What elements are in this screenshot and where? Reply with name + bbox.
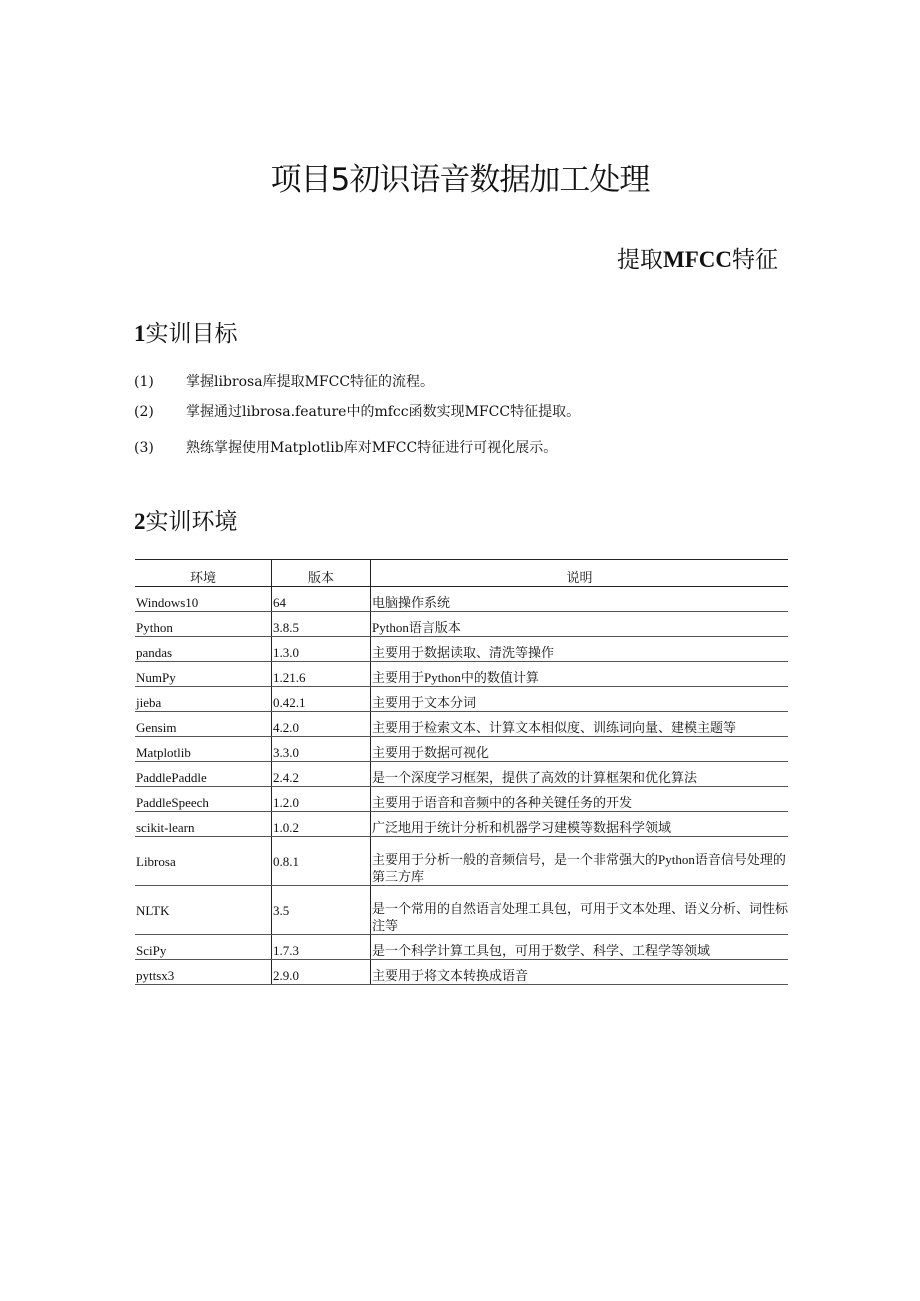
objective-item bbox=[134, 372, 794, 392]
header-environment: 环境 bbox=[135, 560, 272, 587]
cell-version: 1.0.2 bbox=[272, 812, 371, 837]
section-label: 实训目标 bbox=[145, 321, 238, 347]
objective-text: 掌握通过librosa.feature中的mfcc函数实现MFCC特征提取。 bbox=[186, 404, 581, 420]
cell-environment: SciPy bbox=[135, 935, 272, 960]
section-heading-objectives bbox=[134, 315, 238, 348]
cell-version: 2.9.0 bbox=[272, 960, 371, 985]
cell-version: 3.8.5 bbox=[272, 612, 371, 637]
cell-description: 是一个科学计算工具包，可用于数学、科学、工程学等领域 bbox=[371, 935, 789, 960]
section-number: 1 bbox=[134, 321, 146, 346]
table-row bbox=[135, 737, 788, 762]
objectives-list bbox=[134, 372, 794, 458]
cell-environment: jieba bbox=[135, 687, 272, 712]
table-row bbox=[135, 787, 788, 812]
cell-description: Python语言版本 bbox=[371, 612, 789, 637]
cell-environment: PaddlePaddle bbox=[135, 762, 272, 787]
table-header-row bbox=[135, 560, 788, 587]
table-row bbox=[135, 587, 788, 612]
cell-version: 0.42.1 bbox=[272, 687, 371, 712]
table-row bbox=[135, 837, 788, 886]
table-row bbox=[135, 935, 788, 960]
cell-environment: pandas bbox=[135, 637, 272, 662]
section-number: 2 bbox=[134, 509, 146, 534]
subtitle bbox=[617, 241, 778, 274]
cell-description: 主要用于将文本转换成语音 bbox=[371, 960, 789, 985]
page-title: 项目5初识语音数据加工处理 bbox=[270, 162, 650, 198]
cell-description: 主要用于文本分词 bbox=[371, 687, 789, 712]
cell-environment: PaddleSpeech bbox=[135, 787, 272, 812]
cell-version: 4.2.0 bbox=[272, 712, 371, 737]
objective-index: (3) bbox=[134, 440, 154, 456]
table-row bbox=[135, 612, 788, 637]
cell-environment: Librosa bbox=[135, 837, 272, 886]
table-row bbox=[135, 637, 788, 662]
table-row bbox=[135, 960, 788, 985]
subtitle-suffix: 特征 bbox=[732, 247, 778, 273]
table-row bbox=[135, 762, 788, 787]
cell-description: 主要用于检索文本、计算文本相似度、训练词向量、建模主题等 bbox=[371, 712, 789, 737]
cell-environment: Matplotlib bbox=[135, 737, 272, 762]
cell-description: 主要用于分析一般的音频信号，是一个非常强大的Python语音信号处理的第三方库 bbox=[371, 837, 789, 886]
cell-description: 主要用于数据可视化 bbox=[371, 737, 789, 762]
cell-version: 1.7.3 bbox=[272, 935, 371, 960]
table-row bbox=[135, 662, 788, 687]
cell-version: 3.3.0 bbox=[272, 737, 371, 762]
cell-version: 3.5 bbox=[272, 886, 371, 935]
table-row bbox=[135, 886, 788, 935]
table-row bbox=[135, 687, 788, 712]
objective-index: (1) bbox=[134, 374, 154, 390]
cell-environment: Windows10 bbox=[135, 587, 272, 612]
cell-version: 0.8.1 bbox=[272, 837, 371, 886]
subtitle-prefix: 提取 bbox=[617, 247, 664, 273]
objective-item bbox=[134, 438, 794, 458]
cell-version: 1.21.6 bbox=[272, 662, 371, 687]
cell-environment: NLTK bbox=[135, 886, 272, 935]
cell-version: 64 bbox=[272, 587, 371, 612]
header-version: 版本 bbox=[272, 560, 371, 587]
cell-environment: pyttsx3 bbox=[135, 960, 272, 985]
cell-environment: NumPy bbox=[135, 662, 272, 687]
table-row bbox=[135, 712, 788, 737]
cell-description: 主要用于语音和音频中的各种关键任务的开发 bbox=[371, 787, 789, 812]
environment-table bbox=[135, 559, 788, 985]
objective-text: 掌握librosa库提取MFCC特征的流程。 bbox=[186, 374, 435, 390]
cell-description: 主要用于Python中的数值计算 bbox=[371, 662, 789, 687]
cell-environment: Python bbox=[135, 612, 272, 637]
cell-description: 是一个深度学习框架，提供了高效的计算框架和优化算法 bbox=[371, 762, 789, 787]
subtitle-bold: MFCC bbox=[663, 247, 732, 272]
objective-item bbox=[134, 402, 794, 422]
cell-description: 主要用于数据读取、清洗等操作 bbox=[371, 637, 789, 662]
header-description: 说明 bbox=[371, 560, 789, 587]
objective-text: 熟练掌握使用Matplotlib库对MFCC特征进行可视化展示。 bbox=[186, 440, 558, 456]
cell-description: 广泛地用于统计分析和机器学习建模等数据科学领域 bbox=[371, 812, 789, 837]
table-row bbox=[135, 812, 788, 837]
cell-description: 电脑操作系统 bbox=[371, 587, 789, 612]
cell-description: 是一个常用的自然语言处理工具包，可用于文本处理、语义分析、词性标注等 bbox=[371, 886, 789, 935]
cell-environment: Gensim bbox=[135, 712, 272, 737]
cell-version: 1.3.0 bbox=[272, 637, 371, 662]
cell-version: 1.2.0 bbox=[272, 787, 371, 812]
objective-index: (2) bbox=[134, 404, 154, 420]
section-heading-environment bbox=[134, 503, 238, 536]
cell-version: 2.4.2 bbox=[272, 762, 371, 787]
section-label: 实训环境 bbox=[145, 509, 238, 535]
cell-environment: scikit-learn bbox=[135, 812, 272, 837]
